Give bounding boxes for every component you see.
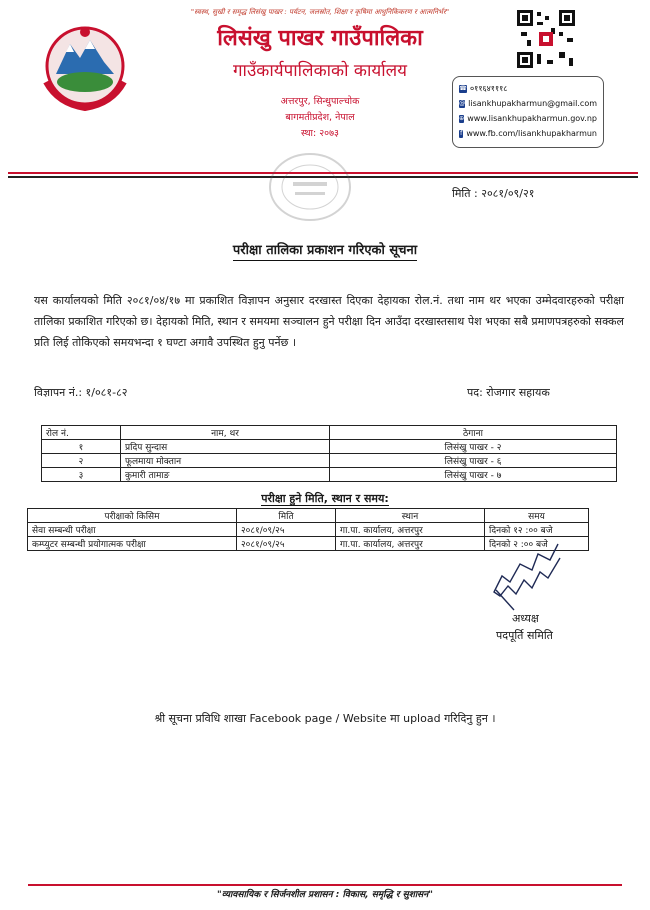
candidates-table [41, 425, 617, 482]
schedule-title-text: परीक्षा हुने मिति, स्थान र समय: [261, 492, 389, 505]
exam-time: दिनको २ :०० बजे [485, 537, 589, 551]
roll-number: १ [42, 440, 121, 454]
candidate-address: लिसंखु पाखर - ७ [330, 468, 617, 482]
candidate-name: फूलमाया मोक्तान [121, 454, 330, 468]
phone-text: ०११६४१११८ [470, 84, 508, 93]
notice-body: यस कार्यालयको मिति २०८१/०४/१७ मा प्रकाशित विज्ञापन अनुसार दरखास्त दिएका देहायका रोल.नं. तथा नाम थर भएका उम्मेदवारहरुको परीक्षा तालिका प्रकाशित गरिएको छ। देहायको मिति, स्थान र समयमा सञ्चालन हुने परीक्षा दिन आउँदा दरखास्तसाथ पेश भएका सबै प्रमाणपत्रहरुको सक्कल प्रति लिई तोकिएको समयभन्दा १ घण्टा अगावै उपस्थित हुनु पर्नेछ । [34, 294, 624, 349]
exam-venue: गा.पा. कार्यालय, अत्तरपुर [336, 523, 485, 537]
exam-venue: गा.पा. कार्यालय, अत्तरपुर [336, 537, 485, 551]
header-slogan: "स्वस्थ, सुखी र समृद्ध लिसंखु पाखर : पर्यटन, जलस्रोत, शिक्षा र कृषिमा आधुनिकिकरण र आत्मनिर्भर" [190, 8, 450, 16]
column-header: नाम, थर [121, 426, 330, 440]
address-line-2: बागमतीप्रदेश, नेपाल [285, 112, 355, 123]
advertisement-number: विज्ञापन नं.: १/०८१-८२ [34, 386, 128, 399]
contact-box [452, 76, 604, 148]
column-header: परीक्षाको किसिम [28, 509, 237, 523]
schedule-title [0, 491, 650, 506]
column-header: स्थान [336, 509, 485, 523]
footer-slogan: "व्यावसायिक र सिर्जनशील प्रशासन : विकास, समृद्धि र सुशासन" [217, 890, 433, 900]
signatory-committee: पदपूर्ति समिति [496, 629, 553, 642]
table-row [42, 468, 617, 482]
table-row [28, 523, 589, 537]
exam-date: २०८१/०९/२५ [237, 537, 336, 551]
qr-code-icon [515, 8, 577, 70]
contact-email [459, 96, 597, 111]
column-header: रोल नं. [42, 426, 121, 440]
office-seal-stamp [265, 150, 355, 225]
table-row [42, 440, 617, 454]
column-header: ठेगाना [330, 426, 617, 440]
contact-facebook [459, 126, 597, 141]
exam-type: कम्प्युटर सम्बन्धी प्रयोगात्मक परीक्षा [28, 537, 237, 551]
globe-icon: ⊕ [459, 114, 465, 122]
table-row [42, 454, 617, 468]
candidate-name: कुमारी तामाङ [121, 468, 330, 482]
candidate-address: लिसंखु पाखर - ६ [330, 454, 617, 468]
facebook-text[interactable]: www.fb.com/lisankhupakharmun [466, 129, 597, 138]
website-text[interactable]: www.lisankhupakharmun.gov.np [467, 114, 597, 123]
notice-title [0, 240, 650, 258]
phone-icon: ☎ [459, 84, 467, 92]
exam-time: दिनको १२ :०० बजे [485, 523, 589, 537]
exam-type: सेवा सम्बन्धी परीक्षा [28, 523, 237, 537]
handwritten-signature [480, 540, 570, 615]
footer-divider [28, 884, 622, 886]
facebook-icon: f [460, 129, 463, 137]
exam-date: २०८१/०९/२५ [237, 523, 336, 537]
post-name: पद: रोजगार सहायक [467, 386, 550, 399]
candidate-address: लिसंखु पाखर - २ [330, 440, 617, 454]
established-year: स्था: २०७३ [300, 128, 340, 139]
contact-website [459, 111, 597, 126]
roll-number: ३ [42, 468, 121, 482]
upload-note: श्री सूचना प्रविधि शाखा Facebook page / Website मा upload गरिदिनु हुन । [154, 712, 496, 725]
contact-phone [459, 81, 597, 96]
roll-number: २ [42, 454, 121, 468]
email-icon: @ [459, 99, 466, 107]
office-name: गाउँकार्यपालिकाको कार्यालय [232, 61, 408, 81]
nepal-emblem-logo [38, 22, 133, 114]
notice-date: मिति : २०८१/०९/२१ [452, 187, 535, 200]
signatory-title: अध्यक्ष [512, 612, 539, 625]
candidate-name: प्रदिप सुन्दास [121, 440, 330, 454]
column-header: समय [485, 509, 589, 523]
address-line-1: अत्तरपुर, सिन्धुपाल्चोक [280, 96, 360, 107]
column-header: मिति [237, 509, 336, 523]
email-text[interactable]: lisankhupakharmun@gmail.com [468, 99, 597, 108]
notice-title-text: परीक्षा तालिका प्रकाशन गरिएको सूचना [233, 243, 417, 261]
table-header-row [28, 509, 589, 523]
organization-name: लिसंखु पाखर गाउँपालिका [217, 26, 423, 51]
table-header-row [42, 426, 617, 440]
